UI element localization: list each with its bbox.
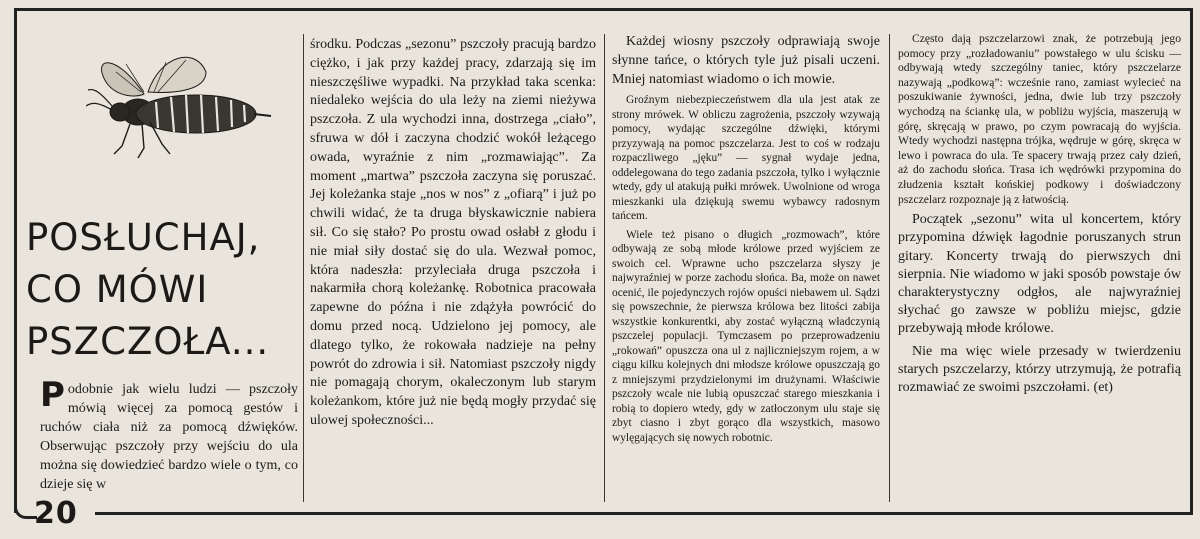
frame-border-top — [14, 8, 1192, 11]
column-divider-1 — [303, 34, 304, 502]
column-2-text: środku. Podczas „sezonu” pszczoły pracują bardzo ciężko, i jak przy każdej pracy, zdarzają się im nieszczęśliwe wypadki. Na przykład taka scenka: niedaleko wejścia do ula leży na ziemi nieżywa pszczoła. Z ula wychodzi inna, dostrzega „ciało”, sfruwa w dół i zaczyna chodzić wokół leżącego owada, wyraźnie z nim „rozmawiając”. Za moment „martwa” pszczoła zaczyna się poruszać. Jej koleżanka staje „nos w nos” z „ofiarą” i już po chwili widać, że ta druga błyskawicznie nabiera sił. Co się stało? Po prostu owad osłabł z głodu i nie miał siły dostać się do ula. Wezwał pomoc, która nadeszła: przyleciała druga pszczoła i nakarmiła chorą koleżankę. Robotnica pracowała zapewne do późna i nie zdążyła powrócić do domu przed nocą. Udzielono jej pomocy, ale dlatego tylko, że rokowała nadzieje na pełny powrót do zdrowia i sił. Natomiast pszczoły nigdy nie pomagają chorym, okaleczonym lub starym koleżankom, które już nie będą mogły przydać się ulowej społeczności... — [310, 37, 596, 428]
column-3 — [612, 32, 880, 445]
frame-border-right — [1190, 8, 1193, 515]
title-line-2: CO MÓWI — [26, 268, 209, 311]
title-line-1: POSŁUCHAJ, — [26, 216, 261, 259]
frame-border-bottom — [95, 512, 1190, 515]
bee-icon — [86, 42, 286, 162]
column-3-paragraph-2: Wiele też pisano o długich „rozmowach”, które odbywają ze sobą młode królowe przed wyjściem ze swoich cel. Wprawne ucho pszczelarza słyszy je najwyraźniej w porze zachodu słońca. Ba, może on nawet ocenić, ile pojedynczych rojów opuści niebawem ul. Sądzi się powszechnie, że pierwsza królowa bez litości zabija wszystkie konkurentki, aby zostać wyłączną władczynią pszczelej populacji. Tymczasem po przeprowadzeniu „rokowań” opuszcza ona ul z najliczniejszym rojem, a w ciągu kilku kolejnych dni młodsze królowe opuszczają go z mniejszymi przydzielonymi im drużynami. Właściwie pszczoły wcale nie lubią opuszczać starego mieszkania i robią to dopiero wtedy, gdy w zatłoczonym ulu staje się zbyt ciasno i zbyt gorąco dla wszystkich, masowo wylęgających się nowych robotnic. — [612, 228, 880, 444]
column-4-paragraph-3: Nie ma więc wiele przesady w twierdzeniu starych pszczelarzy, którzy utrzymują, że potrafią rozmawiać ze swoimi pszczołami. (et) — [898, 343, 1181, 395]
title-line-3: PSZCZOŁA... — [26, 320, 270, 363]
column-divider-2 — [604, 34, 605, 502]
column-4-paragraph-1: Często dają pszczelarzowi znak, że potrzebują jego pomocy przy „rozładowaniu” powstałego w ulu ścisku — odbywają wtedy szczególny taniec, który pszczelarze nazywają „podkową”: wcześnie rano, zamiast wylecieć na poszukiwanie żywności, jedna, dwie lub trzy pszczoły wychodzą na ściankę ula, w pobliżu wyjścia, maszerują w górę, skręcają w prawo, po czym powracają do wyjścia. Wtedy wychodzi następna trójka, wędruje w górę, skręca w lewo i powraca do ula. Te spacery trwają przez cały dzień, aż do zachodu słońca. Trasa ich wędrówki przypomina do złudzenia kształt końskiej podkowy i doświadczony pszczelarz rozpoznaje ją z łatwością. — [898, 32, 1181, 206]
column-2 — [310, 36, 596, 431]
column-4 — [898, 32, 1181, 397]
column-divider-3 — [889, 34, 890, 502]
intro-paragraph — [40, 375, 298, 494]
column-3-paragraph-1: Groźnym niebezpieczeństwem dla ula jest atak ze strony mrówek. W obliczu zagrożenia, pszczoły wzywają pomocy, wydając szczególne dźwięki, którymi przyzywają na pomoc pszczelarza. Jest to coś w rodzaju rozpaczliwego „jęku” — sygnał wydaje jedna, oddelegowana do tego zadania pszczoła, tylko i wyłącznie wtedy, gdy ul atakują pułki mrówek. Uwolnione od wroga mieszkanki ula dziękują swemu wybawcy radosnym tańcem. — [612, 94, 880, 222]
frame-border-left — [14, 8, 17, 513]
column-4-paragraph-2: Początek „sezonu” wita ul koncertem, który przypomina dźwięk łagodnie poruszanych strun gitary. Koncerty trwają do pierwszych dni sierpnia. Nie wiadomo w jaki sposób powstaje ów charakterystyczny odgłos, ale najwyraźniej słychać go zawsze w pobliżu miejsc, gdzie przebywają młode królowe. — [898, 212, 1181, 337]
article-title — [26, 212, 301, 368]
intro-text: odobnie jak wielu ludzi — pszczoły mówią więcej za pomocą gestów i ruchów ciała niż za pomocą dźwięków. Obserwując pszczoły przy wejściu do ula można się dowiedzieć bardzo wiele o tym, co dzieje się w — [40, 382, 298, 492]
drop-cap: P — [40, 375, 65, 415]
page-number: 20 — [34, 496, 78, 531]
column-3-lead: Każdej wiosny pszczoły odprawiają swoje słynne tańce, o których tyle już pisali uczeni. Mniej natomiast wiadomo o ich mowie. — [612, 34, 880, 87]
